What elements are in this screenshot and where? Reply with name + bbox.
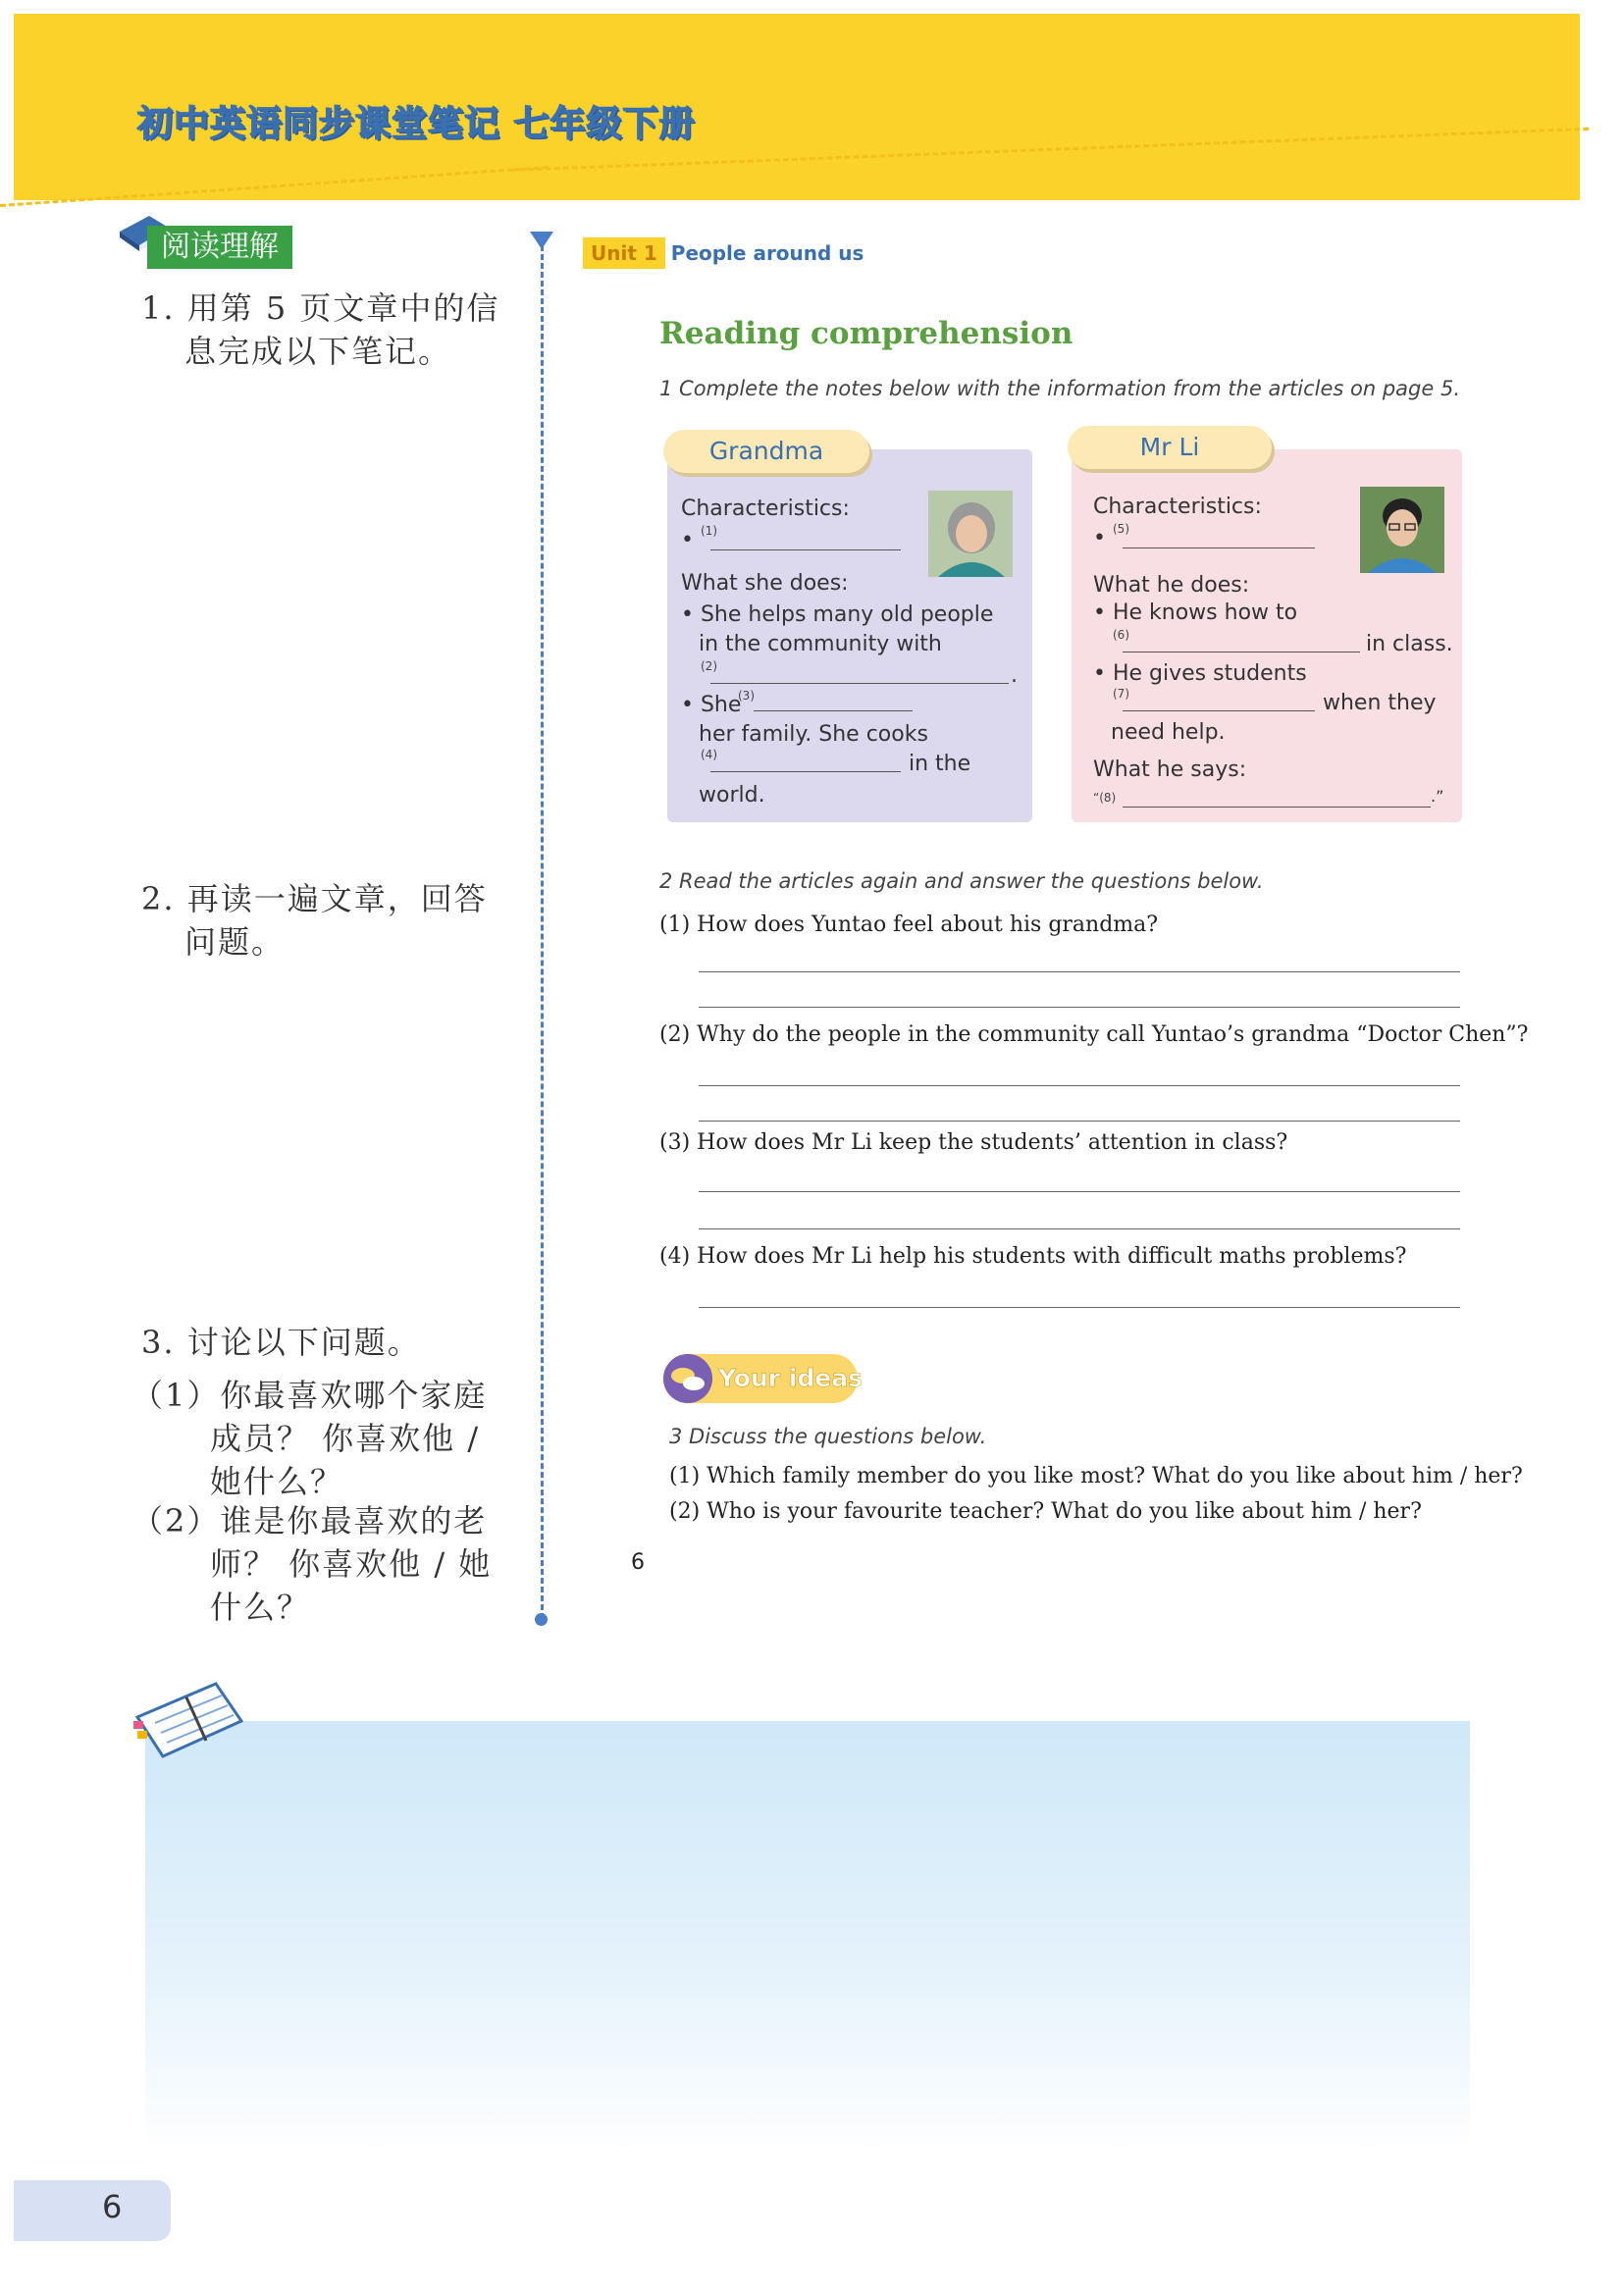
grandma-line: her family. She cooks [699, 722, 928, 747]
discussion-question-1: (1) Which family member do you like most? What do you like about him / her? [669, 1464, 1523, 1488]
grandma-line: world. [699, 783, 765, 808]
question-2-2: (2) Why do the people in the community call Yuntao’s grandma “Doctor Chen”? [659, 1022, 1529, 1047]
your-ideas-label: Your ideas [718, 1364, 863, 1392]
grandma-line: in the community with [699, 632, 942, 656]
blank-number: (2) [701, 659, 717, 673]
bullet: • [681, 528, 694, 552]
left-note-line: （2）谁是你最喜欢的老 [131, 1502, 488, 1539]
left-note-line: 息完成以下笔记。 [184, 333, 452, 370]
period: . [1011, 663, 1018, 688]
grandma-notes-panel [667, 449, 1032, 822]
left-note-line: 问题。 [184, 923, 286, 961]
blank-number: (3) [738, 689, 755, 703]
grandma-line: in the [909, 752, 971, 776]
discussion-question-2: (2) Who is your favourite teacher? What do you like about him / her? [669, 1499, 1422, 1524]
grandma-characteristics-label: Characteristics: [681, 496, 850, 521]
answer-line[interactable] [699, 971, 1460, 972]
blank-number: (4) [701, 748, 717, 761]
page-number-tab [14, 2180, 171, 2241]
page-number-inner: 6 [631, 1550, 645, 1575]
answer-blank-4[interactable] [710, 771, 901, 772]
left-note-1 [141, 287, 499, 373]
left-note-3 [141, 1321, 421, 1364]
close-quote: .” [1431, 787, 1444, 806]
answer-blank-8[interactable] [1123, 807, 1431, 808]
instruction-1: 1 Complete the notes below with the information from the articles on page 5. [659, 377, 1461, 400]
answer-line[interactable] [699, 1121, 1460, 1122]
mrli-line: in class. [1366, 632, 1453, 656]
column-divider [541, 245, 544, 1619]
left-note-line: 成员？ 你喜欢他 / [210, 1420, 481, 1457]
answer-blank-1[interactable] [710, 549, 901, 550]
question-2-3: (3) How does Mr Li keep the students’ attention in class? [659, 1130, 1288, 1155]
left-note-line: 2. 再读一遍文章，回答 [141, 880, 488, 917]
mr-li-portrait-icon [1360, 487, 1444, 573]
answer-line[interactable] [699, 1007, 1460, 1008]
blank-number: (6) [1113, 628, 1129, 642]
question-2-1: (1) How does Yuntao feel about his grandma? [659, 913, 1159, 937]
left-note-line: 她什么？ [210, 1463, 344, 1500]
left-note-line: 3. 讨论以下问题。 [141, 1324, 421, 1361]
grandma-portrait-icon [928, 491, 1013, 577]
left-note-line: 师？ 你喜欢他 / 她 [210, 1545, 493, 1583]
notes-writing-area[interactable] [145, 1721, 1470, 2153]
unit-number: Unit 1 [583, 237, 665, 269]
mrli-notes-panel [1072, 449, 1462, 822]
mrli-tab: Mr Li [1068, 426, 1272, 469]
answer-blank-7[interactable] [1123, 710, 1315, 711]
book-title: 初中英语同步课堂笔记 七年级下册 [137, 104, 696, 144]
left-note-3-q1 [131, 1374, 487, 1503]
left-note-line: （1）你最喜欢哪个家庭 [131, 1377, 488, 1414]
unit-tag [583, 241, 864, 265]
answer-line[interactable] [699, 1307, 1460, 1308]
grandma-line: • She [681, 693, 742, 717]
mrli-line: when they [1323, 691, 1437, 715]
divider-end-dot [535, 1613, 548, 1626]
instruction-2: 2 Read the articles again and answer the questions below. [659, 869, 1264, 893]
mrli-line: need help. [1111, 720, 1226, 745]
instruction-3: 3 Discuss the questions below. [669, 1425, 987, 1448]
question-2-4: (4) How does Mr Li help his students with difficult maths problems? [659, 1244, 1407, 1269]
answer-line[interactable] [699, 1228, 1460, 1229]
left-note-2 [141, 877, 488, 964]
left-note-line: 什么？ [210, 1589, 311, 1626]
mrli-characteristics-label: Characteristics: [1093, 495, 1262, 519]
blank-number: (1) [701, 524, 717, 538]
left-note-3-q2 [131, 1499, 492, 1629]
page-number: 6 [102, 2188, 123, 2225]
answer-line[interactable] [699, 1191, 1460, 1192]
answer-blank-2[interactable] [710, 683, 1009, 684]
mrli-line: • He knows how to [1093, 600, 1298, 625]
blank-number: “(8) [1093, 791, 1117, 805]
answer-line[interactable] [699, 1085, 1460, 1086]
mrli-line: • He gives students [1093, 661, 1307, 686]
section-tag-reading: 阅读理解 [147, 226, 292, 269]
grandma-tab: Grandma [663, 430, 869, 473]
notebook-icon [128, 1678, 245, 1760]
mrli-says-label: What he says: [1093, 757, 1247, 782]
mrli-does-label: What he does: [1093, 573, 1250, 598]
reading-comprehension-heading: Reading comprehension [659, 316, 1073, 351]
unit-name: People around us [670, 241, 864, 265]
bullet: • [1093, 526, 1106, 550]
speech-bubbles-icon [663, 1354, 712, 1403]
grandma-line: • She helps many old people [681, 602, 994, 627]
blank-number: (5) [1113, 522, 1129, 536]
grandma-does-label: What she does: [681, 571, 849, 596]
blank-number: (7) [1113, 687, 1129, 701]
left-note-line: 1. 用第 5 页文章中的信 [141, 289, 500, 327]
answer-blank-3[interactable] [754, 710, 913, 711]
